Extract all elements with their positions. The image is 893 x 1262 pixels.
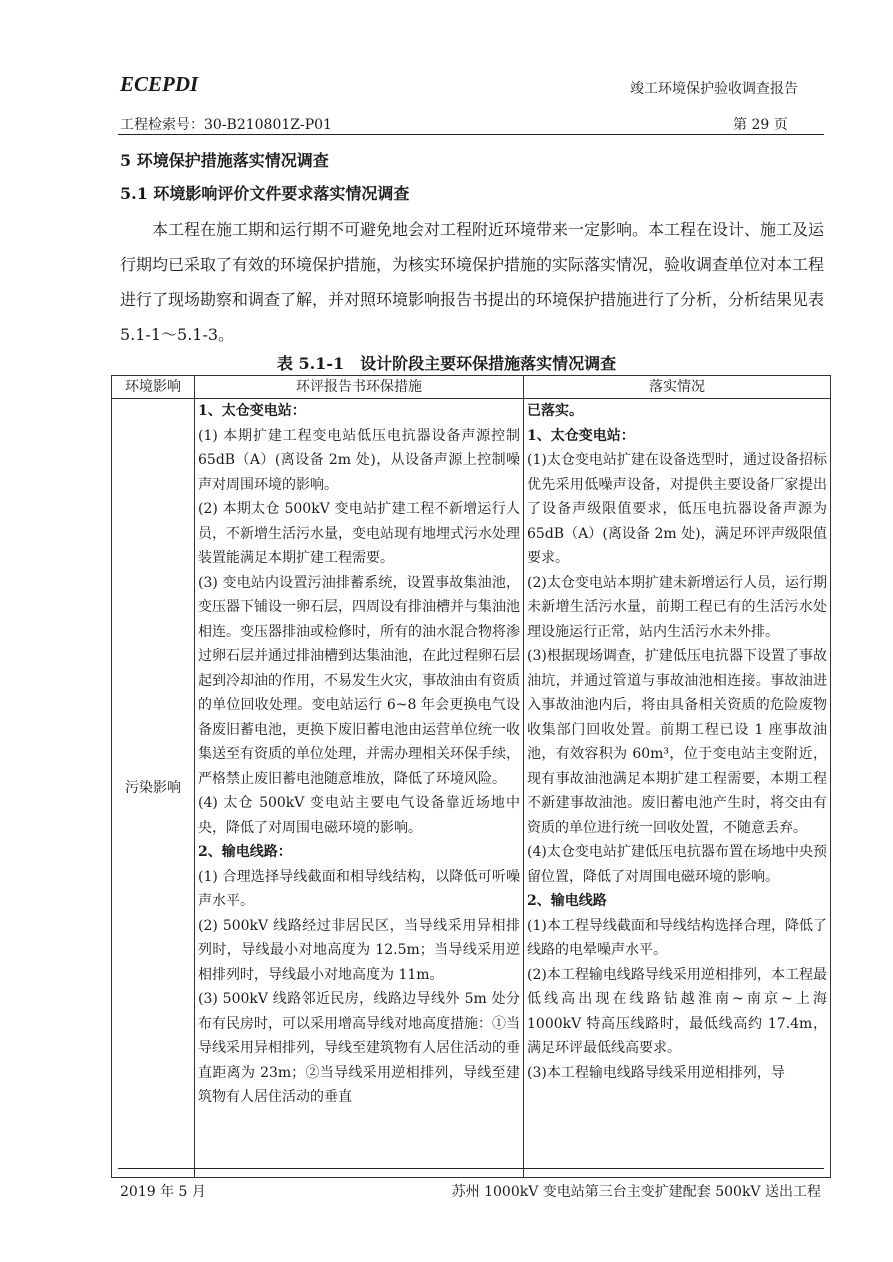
measure-paragraph: (1) 本期扩建工程变电站低压电抗器设备声源控制 65dB（A）(离设备 2m 处)，从设备声源上控制噪声对周围环境的影响。: [198, 427, 520, 493]
subsection-heading: 5.1 环境影响评价文件要求落实情况调查: [120, 184, 410, 203]
column-header: 落实情况: [524, 376, 831, 399]
table-row: [112, 399, 831, 1178]
table-caption: 表 5.1-1 设计阶段主要环保措施落实情况调查: [276, 354, 617, 373]
measure-paragraph: (2)本工程输电线路导线采用逆相排列，本工程最低线高出现在线路钻越淮南~南京~上海 1000kV 特高压线路时，最低线高约 17.4m，满足环评最低线高要求。: [527, 966, 827, 1056]
sub-heading: 1、太仓变电站：: [198, 403, 306, 419]
page-number: 第 29 页: [733, 117, 788, 133]
measure-paragraph: (3)根据现场调查，扩建低压电抗器下设置了事故油坑，并通过管道与事故油池相连接。事故油进入事故油池内后，将由具备相关资质的危险废物收集部门回收处置。前期工程已设 1 座事故油池，有效容积为 60m³，位于变电站主变附近，现有事故油池满足本期扩建工程需要，本期工程不新建事故油池。废旧蓄电池产生时，将交由有资质的单位进行统一回收处置，不随意丢弃。: [527, 648, 827, 836]
company-logo: ECEPDI: [120, 72, 199, 96]
implementation-status-cell: [524, 399, 831, 1178]
column-header: 环评报告书环保措施: [195, 376, 524, 399]
measure-paragraph: (3) 变电站内设置污油排蓄系统，设置事故集油池，变压器下铺设一卵石层，四周设有排油槽并与集油池相连。变压器排油或检修时，所有的油水混合物将渗过卵石层并通过排油槽到达集油池，在此过程卵石层起到冷却油的作用，不易发生火灾，事故油由有资质的单位回收处理。变电站运行 6~8 年会更换电气设备废旧蓄电池，更换下废旧蓄电池由运营单位统一收集送至有资质的单位处理，并需办理相关环保手续，严格禁止废旧蓄电池随意堆放，降低了环境风险。: [198, 574, 520, 787]
document-title: 竣工环境保护验收调查报告: [630, 81, 798, 97]
measure-paragraph: (4) 太仓 500kV 变电站主要电气设备靠近场地中央，降低了对周围电磁环境的影响。: [198, 795, 520, 836]
section-heading: 5 环境保护措施落实情况调查: [120, 151, 329, 170]
column-header: 环境影响: [112, 376, 195, 399]
measure-paragraph: (3) 500kV 线路邻近民房，线路边导线外 5m 处分布有民房时，可以采用增高导线对地高度措施：①当导线采用异相排列，导线至建筑物有人居住活动的垂直距离为 23m；②当导线采用逆相排列，导线至建筑物有人居住活动的垂直: [198, 991, 520, 1105]
measure-paragraph: (4)太仓变电站扩建低压电抗器布置在场地中央预留位置，降低了对周围电磁环境的影响。: [527, 844, 827, 885]
measure-paragraph: (1)太仓变电站扩建在设备选型时，通过设备招标优先采用低噪声设备，对提供主要设备厂家提出了设备声级限值要求，低压电抗器设备声源为 65dB（A）(离设备 2m 处)，满足环评声级限值要求。: [527, 452, 827, 566]
sub-heading: 已落实。: [527, 403, 583, 419]
footer-rule: [118, 1168, 824, 1169]
measure-paragraph: (2) 500kV 线路经过非居民区，当导线采用异相排列时，导线最小对地高度为 12.5m；当导线采用逆相排列时，导线最小对地高度为 11m。: [198, 917, 520, 983]
measure-paragraph: (1) 合理选择导线截面和相导线结构，以降低可听噪声水平。: [198, 868, 520, 909]
project-reference: 工程检索号：30-B210801Z-P01: [120, 117, 332, 133]
table-header-row: [112, 376, 831, 399]
measure-paragraph: (1)本工程导线截面和导线结构选择合理，降低了线路的电晕噪声水平。: [527, 917, 827, 958]
measure-paragraph: (3)本工程输电线路导线采用逆相排列，导: [527, 1064, 785, 1081]
footer-date: 2019 年 5 月: [120, 1184, 206, 1200]
eia-measures-cell: [195, 399, 524, 1178]
measure-paragraph: (2) 本期太仓 500kV 变电站扩建工程不新增运行人员，不新增生活污水量，变电站现有地埋式污水处理装置能满足本期扩建工程需要。: [198, 501, 520, 566]
footer-project-name: 苏州 1000kV 变电站第三台主变扩建配套 500kV 送出工程: [451, 1184, 821, 1200]
header-rule: [118, 134, 824, 135]
impact-category: 污染影响: [112, 399, 195, 1178]
sub-heading: 2、输电线路：: [198, 844, 292, 860]
measures-table: [111, 375, 831, 1178]
intro-paragraph: 本工程在施工期和运行期不可避免地会对工程附近环境带来一定影响。本工程在设计、施工及运行期均已采取了有效的环境保护措施，为核实环境保护措施的实际落实情况，验收调查单位对本工程进行了现场勘察和调查了解，并对照环境影响报告书提出的环境保护措施进行了分析，分析结果见表 5.1-1～5.1-3。: [120, 220, 825, 344]
measure-paragraph: (2)太仓变电站本期扩建未新增运行人员，运行期未新增生活污水量，前期工程已有的生活污水处理设施运行正常，站内生活污水未外排。: [527, 574, 827, 640]
sub-heading: 1、太仓变电站：: [527, 427, 635, 444]
sub-heading: 2、输电线路: [527, 893, 607, 909]
